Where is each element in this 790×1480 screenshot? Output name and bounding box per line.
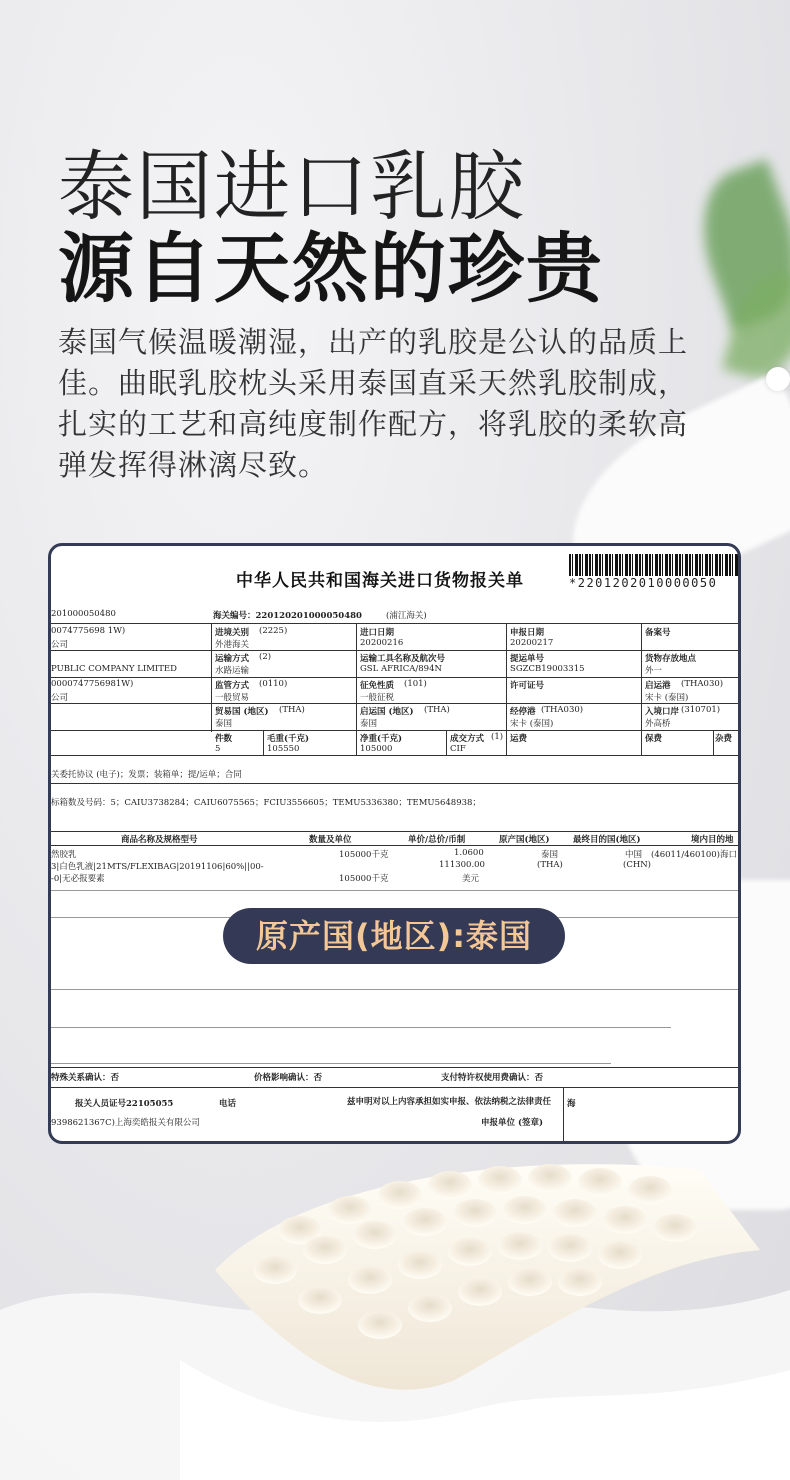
field-code: (2225) bbox=[259, 626, 288, 636]
goods-header-domestic: 境内目的地 bbox=[691, 835, 734, 845]
goods-line: 然胶乳 bbox=[51, 850, 77, 860]
field-label: 保费 bbox=[645, 734, 663, 744]
product-description: 泰国气候温暖潮湿，出产的乳胶是公认的品质上佳。曲眠乳胶枕头采用泰国直采天然乳胶制成，扎实的工艺和高纯度制作配方，将乳胶的柔软高弹发挥得淋漓尽致。 bbox=[58, 325, 689, 482]
field-code: (1) bbox=[491, 732, 504, 742]
field-value: 105550 bbox=[267, 744, 300, 754]
headline-line2: 源自天然的珍贵 bbox=[58, 224, 604, 313]
field-value: 外一 bbox=[645, 666, 663, 676]
field-label: 进口日期 bbox=[360, 628, 395, 638]
consignor-name: 公司 bbox=[51, 693, 69, 703]
field-code: (THA030) bbox=[681, 679, 724, 689]
customs-number: 海关编号：220120201000050480 bbox=[213, 611, 362, 621]
field-value: 105000 bbox=[360, 744, 393, 754]
field-value: 外高桥 bbox=[645, 719, 671, 729]
barcode-number: *2201202010000050 bbox=[569, 576, 718, 590]
field-value: 20200217 bbox=[510, 638, 554, 648]
goods-header-origin: 原产国(地区) bbox=[499, 835, 550, 845]
company-name: PUBLIC COMPANY LIMITED bbox=[51, 664, 177, 674]
field-label: 运费 bbox=[510, 734, 528, 744]
field-code: (THA) bbox=[424, 705, 450, 715]
goods-qty: 105000千克 bbox=[339, 850, 389, 860]
latex-pillow-image bbox=[0, 1110, 790, 1480]
field-label: 成交方式 bbox=[450, 734, 485, 744]
headline-line1: 泰国进口乳胶 bbox=[58, 142, 526, 231]
goods-currency: 美元 bbox=[462, 874, 480, 884]
goods-line: 3|白色乳液|21MTS/FLEXIBAG|20191106|60%||00- bbox=[51, 862, 264, 872]
field-code: (THA) bbox=[279, 705, 305, 715]
field-value: 一般贸易 bbox=[215, 693, 250, 703]
phone-label: 电话 bbox=[219, 1099, 237, 1109]
stamp-label: 海 bbox=[567, 1099, 576, 1109]
declarant-id: 报关人员证号22105055 bbox=[75, 1099, 174, 1109]
goods-origin-code: (THA) bbox=[537, 860, 563, 870]
field-label: 杂费 bbox=[715, 734, 733, 744]
field-code: (101) bbox=[404, 679, 427, 689]
field-value: GSL AFRICA/894N bbox=[360, 664, 442, 674]
declaration-statement: 兹申明对以上内容承担如实申报、依法纳税之法律责任 bbox=[347, 1097, 552, 1107]
royalty-confirm: 支付特许权使用费确认：否 bbox=[441, 1073, 544, 1083]
barcode bbox=[569, 554, 741, 576]
field-code: (THA030) bbox=[541, 705, 584, 715]
field-value: 水路运输 bbox=[215, 666, 250, 676]
field-label: 运输方式 bbox=[215, 654, 250, 664]
field-value: 宋卡 (泰国) bbox=[645, 693, 689, 703]
field-label: 货物存放地点 bbox=[645, 654, 697, 664]
goods-line: -0|无必报要素 bbox=[51, 874, 105, 884]
field-label: 监管方式 bbox=[215, 681, 250, 691]
field-value: SGZCB19003315 bbox=[510, 664, 585, 674]
field-label: 备案号 bbox=[645, 628, 671, 638]
declaring-unit: 申报单位 (签章) bbox=[481, 1118, 544, 1128]
field-label: 贸易国 (地区) bbox=[215, 707, 269, 717]
field-label: 征免性质 bbox=[360, 681, 395, 691]
field-label: 运输工具名称及航次号 bbox=[360, 654, 446, 664]
goods-header-qty: 数量及单位 bbox=[309, 835, 352, 845]
field-label: 净重(千克) bbox=[360, 734, 403, 744]
field-value: 泰国 bbox=[215, 719, 233, 729]
goods-header-name: 商品名称及规格型号 bbox=[121, 835, 198, 845]
goods-header-dest: 最终目的国(地区) bbox=[573, 835, 641, 845]
goods-total: 111300.00 bbox=[439, 860, 485, 870]
goods-qty: 105000千克 bbox=[339, 874, 389, 884]
goods-header-price: 单价/总价/币制 bbox=[408, 835, 466, 845]
milk-drop bbox=[766, 367, 790, 391]
goods-dest-code: (CHN) bbox=[623, 860, 651, 870]
field-value: 宋卡 (泰国) bbox=[510, 719, 554, 729]
field-value: 20200216 bbox=[360, 638, 404, 648]
customs-port: (浦江海关) bbox=[386, 611, 427, 621]
consignee-code: 0074775698 1W) bbox=[51, 626, 126, 636]
field-code: (310701) bbox=[681, 705, 721, 715]
consignee-name: 公司 bbox=[51, 640, 69, 650]
field-label: 申报日期 bbox=[510, 628, 545, 638]
document-title: 中华人民共和国海关进口货物报关单 bbox=[236, 571, 524, 591]
field-code: (0110) bbox=[259, 679, 288, 689]
special-relation: 特殊关系确认：否 bbox=[51, 1073, 120, 1083]
container-numbers: 标箱数及号码：5；CAIU3738284；CAIU6075565；FCIU3556605；TEMU5336380；TEMU5648938； bbox=[51, 798, 481, 808]
field-label: 入境口岸 bbox=[645, 707, 680, 717]
field-label: 毛重(千克) bbox=[267, 734, 310, 744]
declaring-company: 9398621367C)上海奕皓报关有限公司 bbox=[51, 1118, 200, 1128]
consignor-code: 0000747756981W) bbox=[51, 679, 134, 689]
goods-price: 1.0600 bbox=[454, 848, 484, 858]
customs-declaration bbox=[48, 543, 741, 1144]
field-value: 5 bbox=[215, 744, 221, 754]
price-impact: 价格影响确认：否 bbox=[254, 1073, 323, 1083]
field-value: 一般征税 bbox=[360, 693, 395, 703]
field-label: 许可证号 bbox=[510, 681, 545, 691]
field-value: 泰国 bbox=[360, 719, 378, 729]
goods-domestic: (46011/460100)海口 bbox=[651, 850, 737, 860]
field-label: 经停港 bbox=[510, 707, 536, 717]
field-code: (2) bbox=[259, 652, 272, 662]
origin-badge: 原产国(地区):泰国 bbox=[223, 908, 565, 964]
field-label: 启运国 (地区) bbox=[360, 707, 414, 717]
attached-documents: 关委托协议 (电子)；发票；装箱单；提/运单；合同 bbox=[51, 770, 242, 780]
field-label: 启运港 bbox=[645, 681, 671, 691]
goods-dest: 中国 bbox=[625, 850, 643, 860]
field-label: 提运单号 bbox=[510, 654, 545, 664]
goods-origin: 泰国 bbox=[541, 850, 559, 860]
doc-ref-left: 201000050480 bbox=[51, 609, 116, 619]
field-label: 件数 bbox=[215, 734, 233, 744]
field-label: 进境关别 bbox=[215, 628, 250, 638]
field-value: 外港海关 bbox=[215, 640, 250, 650]
field-value: CIF bbox=[450, 744, 466, 754]
